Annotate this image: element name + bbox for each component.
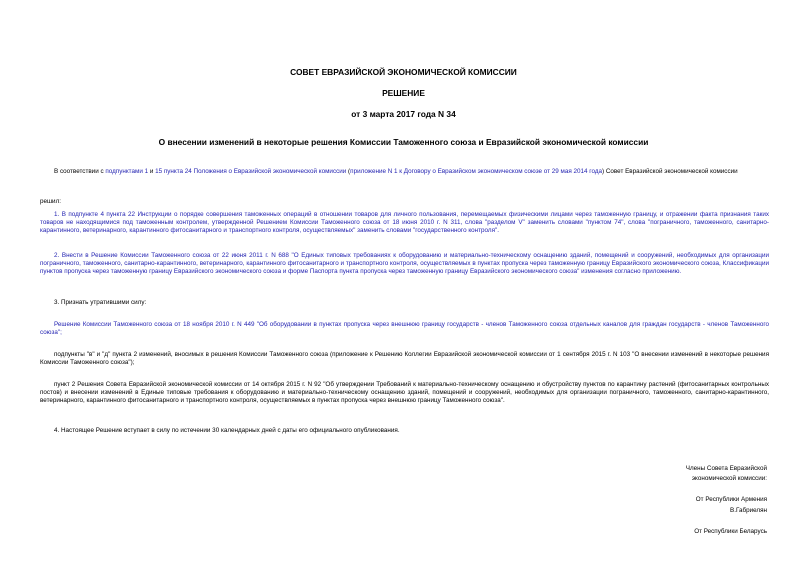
item-1[interactable]: 1. В подпункте 4 пункта 22 Инструкции о порядке совершения таможенных операций в отношении товаров для личного пользования, перемещаемых физическими лицами через таможенную границу, и отражении факта признания таких товаров не находящимися под таможенным контролем, утвержденной Решением Комиссии Таможенного союза от 18 июня 2010 г. N 311, слова "разделом V" заменить словами "пунктом 74", слова "пограничного, таможенного, санитарно-карантинного, ветеринарного, карантинного фитосанитарного и транспортного контроля, осуществляемых" заменить словами "государственного контроля". bbox=[40, 211, 769, 234]
item-2[interactable]: 2. Внести в Решение Комиссии Таможенного союза от 22 июня 2011 г. N 688 "О Единых типовых требованиях к оборудованию и материально-техническому оснащению зданий, помещений и сооружений, необходимых для организации пограничного, таможенного, санитарно-карантинного, ветеринарного, карантинного фитосанитарного и транспортного контроля, осуществляемых в пунктах пропуска через таможенную границу Евразийского экономического союза, Классификации пунктов пропуска через таможенную границу Евразийского экономического союза и форме Паспорта пункта пропуска через таможенную границу Евразийского экономического союза" изменения согласно приложению. bbox=[40, 252, 769, 275]
link-subpoints-1[interactable]: подпунктами 1 bbox=[105, 168, 149, 175]
signature-belarus-label: От Республики Беларусь bbox=[694, 528, 767, 535]
org-title: СОВЕТ ЕВРАЗИЙСКОЙ ЭКОНОМИЧЕСКОЙ КОМИССИИ bbox=[290, 67, 517, 77]
signature-armenia-name: В.Габриелян bbox=[730, 507, 767, 514]
item-3b: подпункты "в" и "д" пункта 2 изменений, вносимых в решения Комиссии Таможенного союза (приложение к Решению Коллегии Евразийской экономической комиссии от 1 сентября 2015 г. N 103 "О внесении изменений в некоторые решения Комиссии Таможенного союза"); bbox=[40, 351, 769, 366]
preamble bbox=[40, 168, 769, 176]
decided-label: решил: bbox=[40, 198, 61, 205]
preamble-text-2: и bbox=[148, 168, 156, 175]
item-3a[interactable]: Решение Комиссии Таможенного союза от 18 ноября 2010 г. N 449 "Об оборудовании в пунктах пропуска через внешнюю границу государств - членов Таможенного союза отдельных каналов для граждан государств - членов Таможенного союза"; bbox=[40, 321, 769, 336]
preamble-text-1: В соответствии с bbox=[54, 168, 106, 175]
signature-armenia-label: От Республики Армения bbox=[695, 496, 767, 503]
doc-date-number: от 3 марта 2017 года N 34 bbox=[351, 109, 456, 119]
signatures-members-1: Члены Совета Евразийской bbox=[685, 465, 767, 472]
doc-title: О внесении изменений в некоторые решения Комиссии Таможенного союза и Евразийской экономической комиссии bbox=[158, 137, 649, 147]
link-treaty-annex[interactable]: приложение N 1 к Договору о Евразийском экономическом союзе от 29 мая 2014 года bbox=[350, 168, 602, 175]
item-3c: пункт 2 Решения Совета Евразийской экономической комиссии от 14 октября 2015 г. N 92 "Об утверждении Требований к материально-техническому оснащению и обустройству пунктов по карантину растений (фитосанитарных контрольных постов) и внесении изменений в Единые типовые требования к оборудованию и материально-техническому оснащению зданий, помещений и сооружений, необходимых для организации пограничного, таможенного, санитарно-карантинного, ветеринарного, карантинного фитосанитарного и транспортного контроля, осуществляемых в пунктах пропуска через внешнюю границу Таможенного союза". bbox=[40, 381, 769, 404]
link-regulation[interactable]: 15 пункта 24 Положения о Евразийской экономической комиссии bbox=[155, 168, 347, 175]
signatures-members-2: экономической комиссии: bbox=[691, 475, 767, 482]
item-4: 4. Настоящее Решение вступает в силу по истечении 30 календарных дней с даты его официального опубликования. bbox=[54, 427, 400, 434]
item-3: 3. Признать утратившими силу: bbox=[54, 299, 147, 306]
preamble-text-3: ( bbox=[346, 168, 351, 175]
doc-type: РЕШЕНИЕ bbox=[382, 88, 425, 98]
preamble-text-4: ) Совет Евразийской экономической комиссии bbox=[602, 168, 738, 175]
